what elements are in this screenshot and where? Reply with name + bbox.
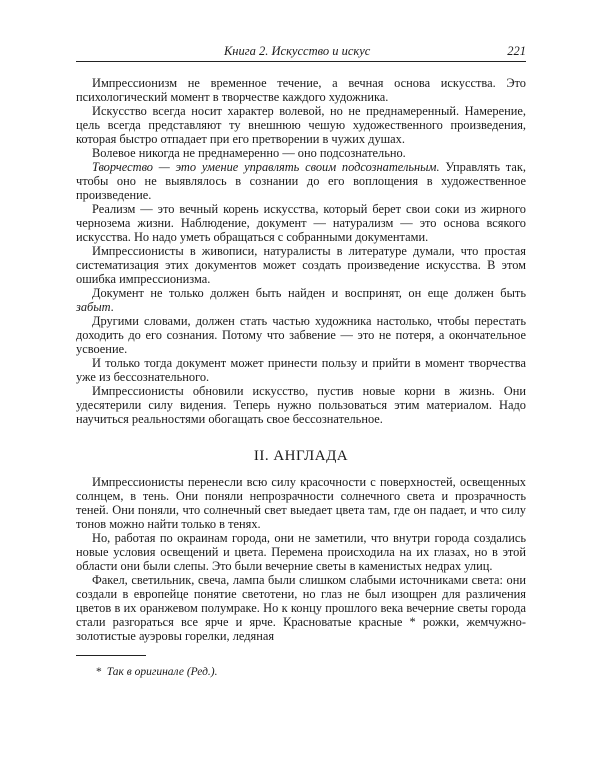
paragraph-rest: Управлять так, чтобы оно не выявлялось в сознании до его воплощения в художественное произведение. (76, 160, 526, 202)
paragraph-document (76, 286, 526, 314)
paragraph: Волевое никогда не преднамеренно — оно подсознательно. (92, 146, 406, 160)
footnote (96, 666, 217, 678)
italic-word: забыт (76, 300, 111, 314)
paragraph-tail: рожки, жемчужно-золотистые ауэровы горелки, ледяная (76, 615, 526, 643)
running-header (76, 42, 526, 64)
paragraph: Искусство всегда носит характер волевой, но не преднамеренный. Намерение, цель всегда представляют ту внешнюю чешую художественного произведения, которая быстро отпадает при его претворении в чужих душах. (76, 104, 526, 146)
paragraph-creativity (76, 160, 526, 202)
footnote-marker: * (402, 615, 423, 629)
italic-phrase: Творчество — это умение управлять своим подсознательным. (92, 160, 440, 174)
page-number: 221 (507, 44, 526, 58)
paragraph-lead: Документ не только должен быть найден и воспринят, он еще должен быть (92, 286, 526, 300)
paragraph: Но, работая по окраинам города, они не заметили, что внутри города создались новые условия освещений и цвета. Перемена происходила на их глазах, но в этой области они были слепы. Это были вечерние светы в каменистых недрах улиц. (76, 531, 526, 573)
paragraph: Импрессионисты в живописи, натуралисты в литературе думали, что простая систематизация этих документов может создать произведение искусства. В этом ошибка импрессионизма. (76, 244, 526, 286)
body-text (76, 76, 526, 643)
footnote-rule (76, 655, 146, 656)
running-title: Книга 2. Искусство и искус (224, 44, 371, 58)
paragraph-tail: . (110, 300, 114, 314)
paragraph: Импрессионисты перенесли всю силу красочности с поверхностей, освещенных солнцем, в тень. Они поняли непрозрачности солнечного света и прозрачность теней. Они поняли, что солнечный свет выедает цвета там, где он падает, и что силу тонов можно найти только в тенях. (76, 475, 526, 531)
paragraph-lead: Факел, светильник, свеча, лампа были слишком слабыми источниками света: они создали в европейце понятие светотени, но глаз не был изощрен для различения цветов в их оранжевом полумраке. Но к концу прошлого века вечерние светы города стали разгораться все ярче и ярче. Красноватые красные (76, 573, 526, 629)
paragraph-last (76, 573, 526, 643)
section-heading: II. АНГЛАДА (253, 448, 349, 464)
footnote-text: Так в оригинале (Ред.). (106, 666, 218, 678)
paragraph: Реализм — это вечный корень искусства, который берет свои соки из жирного чернозема жизни. Наблюдение, документ — натурализм — это основа всякого искусства. Но надо уметь обращаться с собранными документами. (76, 202, 526, 244)
header-rule (76, 61, 526, 62)
paragraph: Импрессионизм не временное течение, а вечная основа искусства. Это психологический момент в творчестве каждого художника. (76, 76, 526, 104)
footnote-star: * (96, 666, 102, 678)
paragraph: И только тогда документ может принести пользу и прийти в момент творчества уже из бессознательного. (76, 356, 526, 384)
paragraph: Импрессионисты обновили искусство, пустив новые корни в жизнь. Они удесятерили силу видения. Теперь нужно пользоваться этим материалом. Надо научиться реальностями обогащать свое бессознательное. (76, 384, 526, 426)
paragraph: Другими словами, должен стать частью художника настолько, чтобы перестать доходить до его сознания. Потому что забвение — это не потеря, а окончательное усвоение. (76, 314, 526, 356)
